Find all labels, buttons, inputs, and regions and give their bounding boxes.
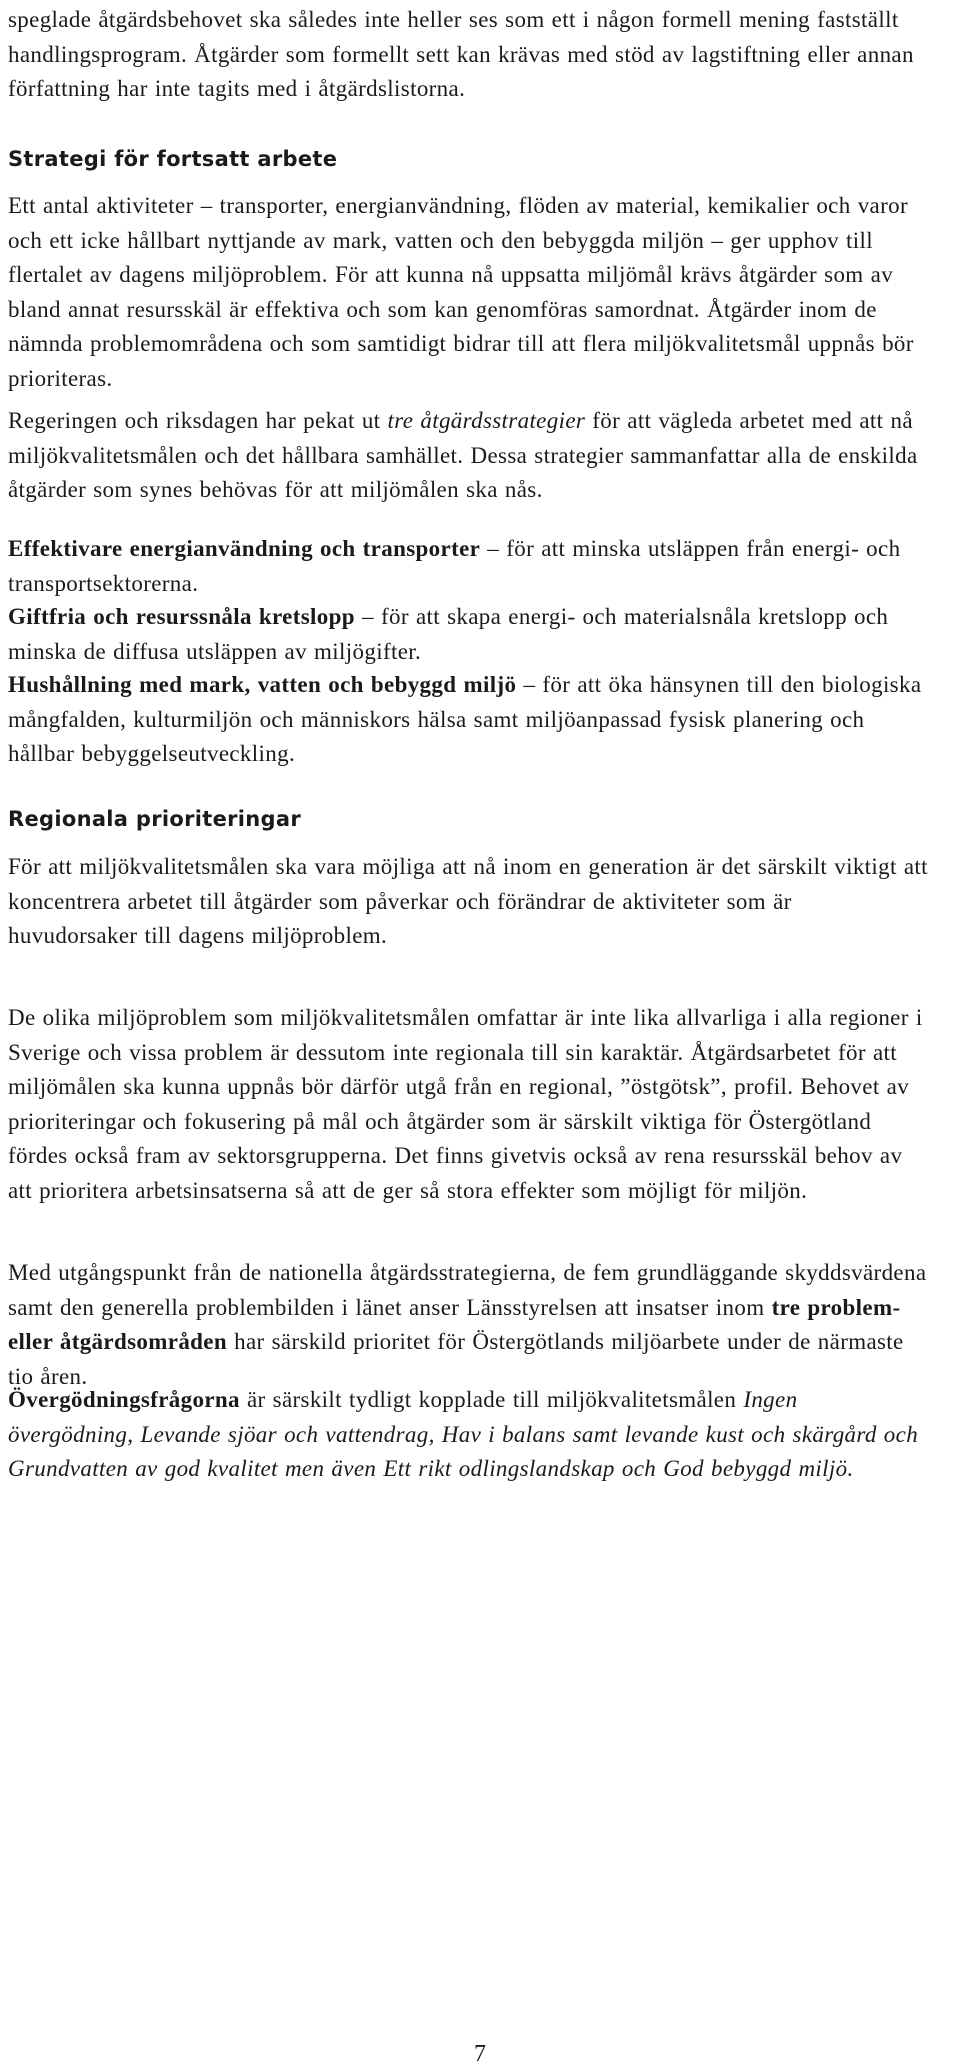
section-heading-strategy: Strategi för fortsatt arbete <box>8 147 338 171</box>
strategy-item-cycles <box>8 600 928 669</box>
strategy-p2-emphasis: tre åtgärdsstrategier <box>387 408 586 433</box>
regional-paragraph-2: De olika miljöproblem som miljökvalitetsmålen omfattar är inte lika allvarliga i alla regioner i Sverige och vissa problem är dessutom inte regionala till sin karaktär. Åtgärdsarbetet för att miljömålen ska kunna uppnås bör därför utgå från en regional, ”östgötsk”, profil. Behovet av prioriteringar och fokusering på mål och åtgärder som är särskilt viktiga för Östergötland fördes också fram av sektorsgrupperna. Det finns givetvis också av rena resursskäl behov av att prioritera arbetsinsatserna så att de ger så stora effekter som möjligt för miljön. <box>8 1005 923 1203</box>
intro-paragraph <box>8 3 928 107</box>
page-number: 7 <box>474 2041 486 2067</box>
strategy-item-land <box>8 668 928 772</box>
strategy-item-land-title: Hushållning med mark, vatten och bebyggd miljö <box>8 672 517 697</box>
regional-p3-start: Med utgångspunkt från de nationella åtgärdsstrategierna, de fem grundläggande skyddsvärdena samt den generella problembilden i länet anser Länsstyrelsen att insatser inom <box>8 1260 927 1320</box>
section-heading-regional: Regionala prioriteringar <box>8 807 301 831</box>
strategy-item-land-text: – för att öka hänsynen till den biologiska mångfalden, kulturmiljön och människors hälsa samt miljöanpassad fysisk planering och hållbar bebyggelseutveckling. <box>8 672 922 766</box>
regional-p4-emphasis: Ingen övergödning, Levande sjöar och vattendrag, Hav i balans samt levande kust och skärgård och Grundvatten av god kvalitet men även Ett rikt odlingslandskap och God bebyggd miljö. <box>8 1387 919 1481</box>
strategy-item-cycles-text: – för att skapa energi- och materialsnåla kretslopp och minska de diffusa utsläppen av miljögifter. <box>8 604 889 664</box>
regional-p4-mid: är särskilt tydligt kopplade till miljökvalitetsmålen <box>239 1387 744 1412</box>
regional-p3-bold: tre problem- eller åtgärdsområden <box>8 1294 901 1354</box>
regional-paragraph-3 <box>8 1256 928 1394</box>
strategy-item-cycles-title: Giftfria och resurssnåla kretslopp <box>8 604 355 629</box>
regional-paragraph-1: För att miljökvalitetsmålen ska vara möjliga att nå inom en generation är det särskilt viktigt att koncentrera arbetet till åtgärder som påverkar och förändrar de aktiviteter som är huvudorsaker till dagens miljöproblem. <box>8 854 928 948</box>
strategy-item-energy-text: – för att minska utsläppen från energi- och transportsektorerna. <box>8 536 901 596</box>
strategy-paragraph-2 <box>8 404 928 508</box>
regional-p3-end: har särskild prioritet för Östergötlands miljöarbete under de närmaste tio åren. <box>8 1329 904 1389</box>
regional-paragraph-4 <box>8 1383 928 1487</box>
strategy-p2-end: för att vägleda arbetet med att nå miljökvalitetsmålen och det hållbara samhället. Dessa strategier sammanfattar alla de enskilda åtgärder som synes behövas för att miljömålen ska nås. <box>8 408 918 502</box>
strategy-p2-start: Regeringen och riksdagen har pekat ut <box>8 408 388 433</box>
strategy-paragraph-1: Ett antal aktiviteter – transporter, energianvändning, flöden av material, kemikalier och varor och ett icke hållbart nyttjande av mark, vatten och den bebyggda miljön – ger upphov till flertalet av dagens miljöproblem. För att kunna nå uppsatta miljömål krävs åtgärder som av bland annat resursskäl är effektiva och som kan genomföras samordnat. Åtgärder inom de nämnda problemområdena och som samtidigt bidrar till att flera miljökvalitetsmål uppnås bör prioriteras. <box>8 193 914 391</box>
strategy-item-energy <box>8 532 928 601</box>
intro-text: speglade åtgärdsbehovet ska således inte heller ses som ett i någon formell mening fastställt handlingsprogram. Åtgärder som formellt sett kan krävas med stöd av lagstiftning eller annan författning har inte tagits med i åtgärdslistorna. <box>8 7 914 101</box>
regional-p4-bold: Övergödningsfrågorna <box>8 1387 240 1412</box>
strategy-item-energy-title: Effektivare energianvändning och transporter <box>8 536 481 561</box>
